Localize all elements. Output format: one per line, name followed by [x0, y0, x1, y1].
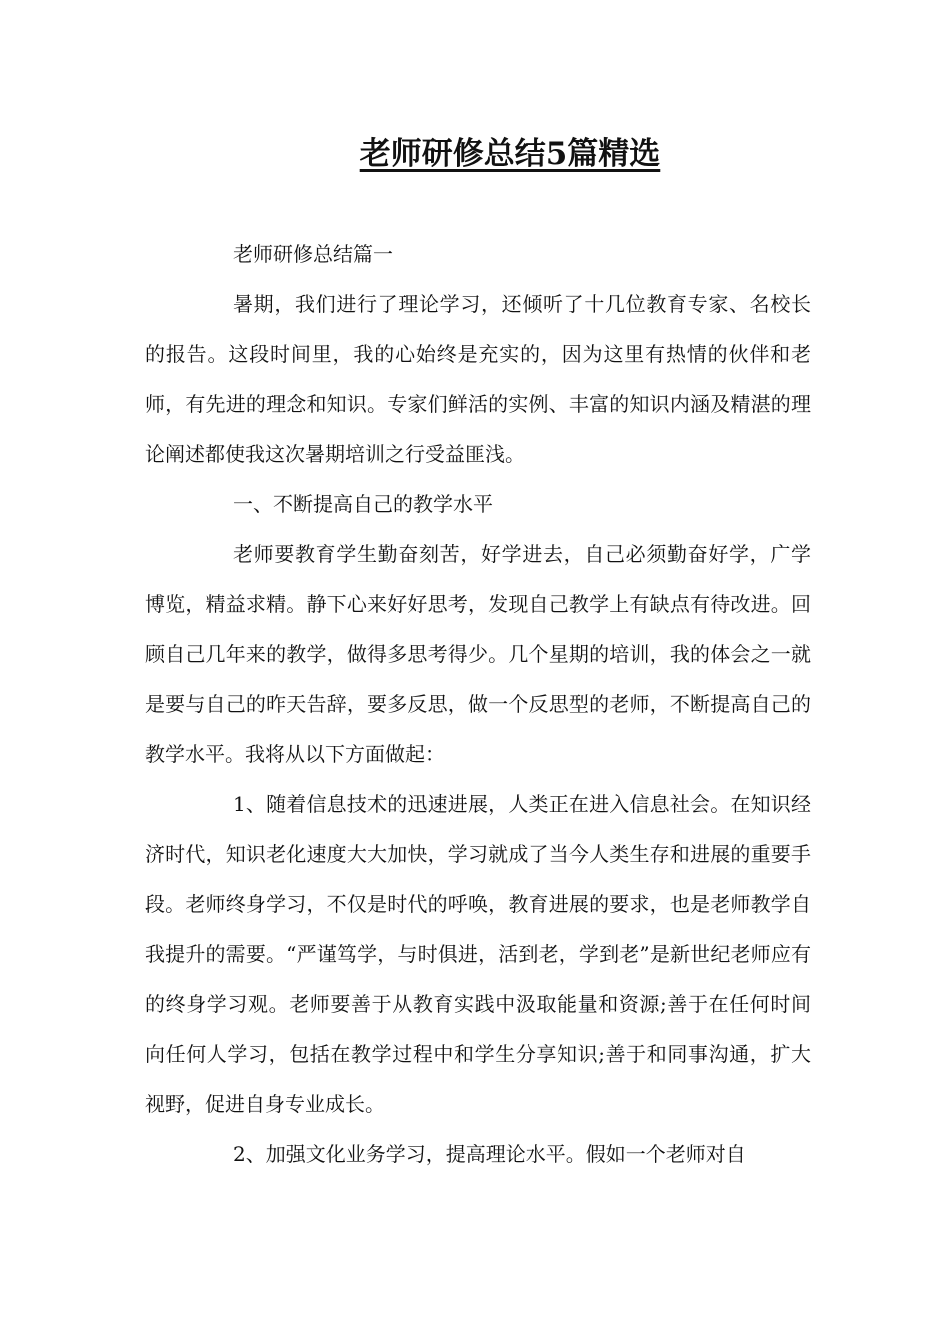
body-paragraph: 暑期，我们进行了理论学习，还倾听了十几位教育专家、名校长的报告。这段时间里，我的心始终是充实的，因为这里有热情的伙伴和老师，有先进的理念和知识。专家们鲜活的实例、丰富的知识内涵及精湛的理论阐述都使我这次暑期培训之行受益匪浅。	[145, 292, 811, 466]
section-heading: 老师研修总结篇一	[233, 242, 393, 266]
section-heading: 一、不断提高自己的教学水平	[233, 492, 493, 516]
body-paragraph: 老师要教育学生勤奋刻苦，好学进去，自己必须勤奋好学，广学博览，精益求精。静下心来好好思考，发现自己教学上有缺点有待改进。回顾自己几年来的教学，做得多思考得少。几个星期的培训，我的体会之一就是要与自己的昨天告辞，要多反思，做一个反思型的老师，不断提高自己的教学水平。我将从以下方面做起：	[145, 542, 811, 766]
body-paragraph: 1、随着信息技术的迅速进展，人类正在进入信息社会。在知识经济时代，知识老化速度大大加快，学习就成了当今人类生存和进展的重要手段。老师终身学习，不仅是时代的呼唤，教育进展的要求，也是老师教学自我提升的需要。“严谨笃学，与时俱进，活到老，学到老”是新世纪老师应有的终身学习观。老师要善于从教育实践中汲取能量和资源;善于在任何时间向任何人学习，包括在教学过程中和学生分享知识;善于和同事沟通，扩大视野，促进自身专业成长。	[145, 792, 811, 1116]
document-title: 老师研修总结5篇精选	[359, 136, 661, 172]
body-paragraph: 2、加强文化业务学习，提高理论水平。假如一个老师对自	[233, 1142, 746, 1166]
document-body	[145, 229, 811, 1179]
